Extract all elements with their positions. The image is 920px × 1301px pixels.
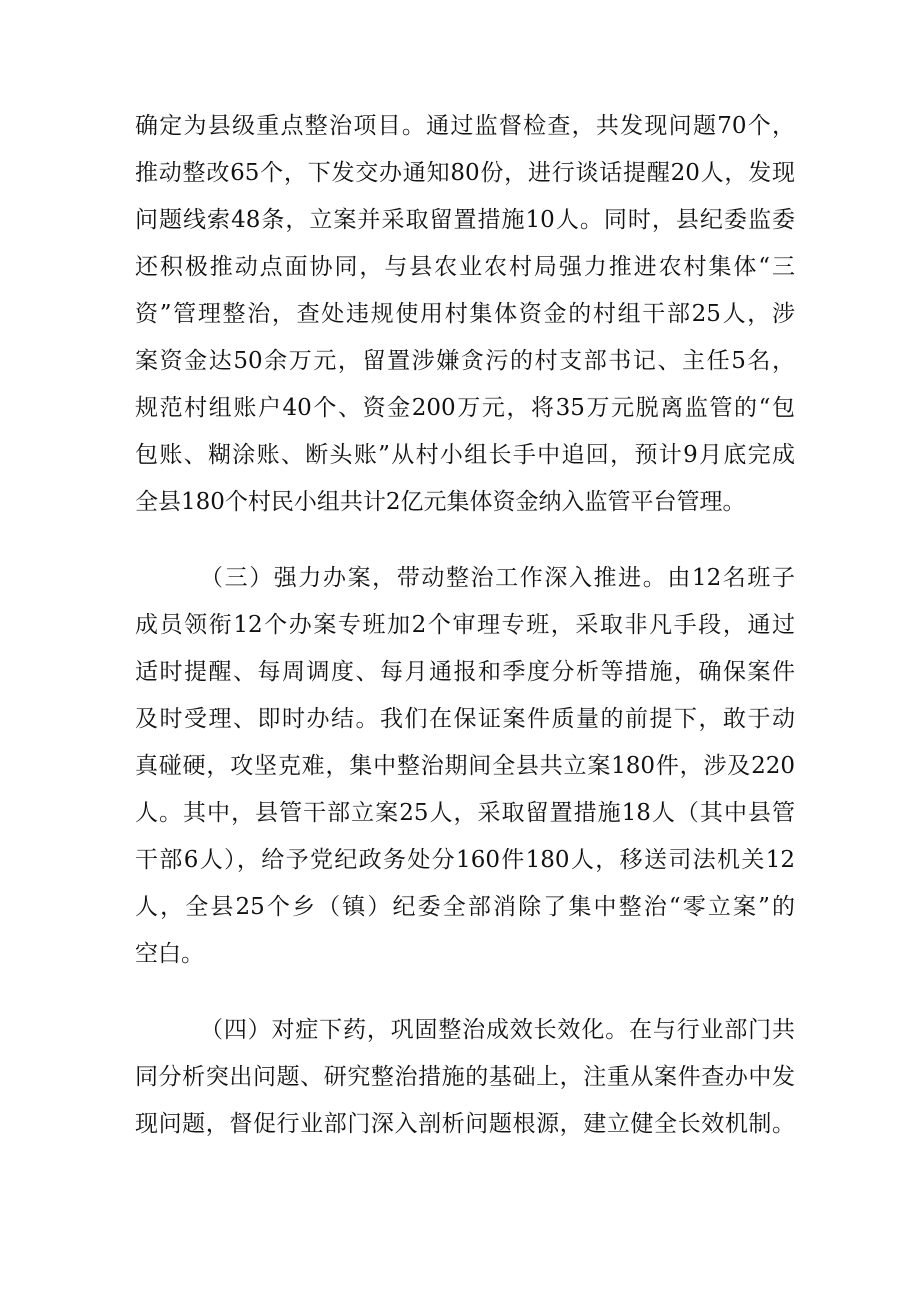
text-line-6: 案资金达50余万元，留置涉嫌贪污的村支部书记、主任5名，	[135, 348, 795, 374]
text-line-7: 规范村组账户40个、资金200万元，将35万元脱离监管的“包	[135, 395, 795, 421]
text-line-3: 问题线索48条，立案并采取留置措施10人。同时，县纪委监委	[135, 207, 795, 233]
text-line-11: 成员领衔12个办案专班加2个审理专班，采取非凡手段，通过	[135, 612, 795, 638]
text-line-5: 资”管理整治，查处违规使用村集体资金的村组干部25人，涉	[135, 301, 795, 327]
text-line-1: 确定为县级重点整治项目。通过监督检查，共发现问题70个，	[135, 113, 795, 139]
text-line-12: 适时提醒、每周调度、每月通报和季度分析等措施，确保案件	[135, 659, 795, 685]
text-line-10: （三）强力办案，带动整治工作深入推进。由12名班子	[200, 565, 795, 591]
text-line-21: 现问题，督促行业部门深入剖析问题根源，建立健全长效机制。	[135, 1111, 795, 1137]
text-line-16: 干部6人），给予党纪政务处分160件180人，移送司法机关12	[135, 847, 795, 873]
text-line-15: 人。其中，县管干部立案25人，采取留置措施18人（其中县管	[135, 800, 795, 826]
text-line-4: 还积极推动点面协同，与县农业农村局强力推进农村集体“三	[135, 254, 795, 280]
text-line-19: （四）对症下药，巩固整治成效长效化。在与行业部门共	[200, 1017, 795, 1043]
text-line-20: 同分析突出问题、研究整治措施的基础上，注重从案件查办中发	[135, 1064, 795, 1090]
text-line-18: 空白。	[135, 941, 204, 967]
text-line-9: 全县180个村民小组共计2亿元集体资金纳入监管平台管理。	[135, 489, 746, 515]
text-line-17: 人，全县25个乡（镇）纪委全部消除了集中整治“零立案”的	[135, 894, 795, 920]
text-line-14: 真碰硬，攻坚克难，集中整治期间全县共立案180件，涉及220	[135, 753, 795, 779]
text-line-8: 包账、糊涂账、断头账”从村小组长手中追回，预计9月底完成	[135, 442, 795, 468]
text-line-13: 及时受理、即时办结。我们在保证案件质量的前提下，敢于动	[135, 706, 795, 732]
text-line-2: 推动整改65个，下发交办通知80份，进行谈话提醒20人，发现	[135, 160, 795, 186]
